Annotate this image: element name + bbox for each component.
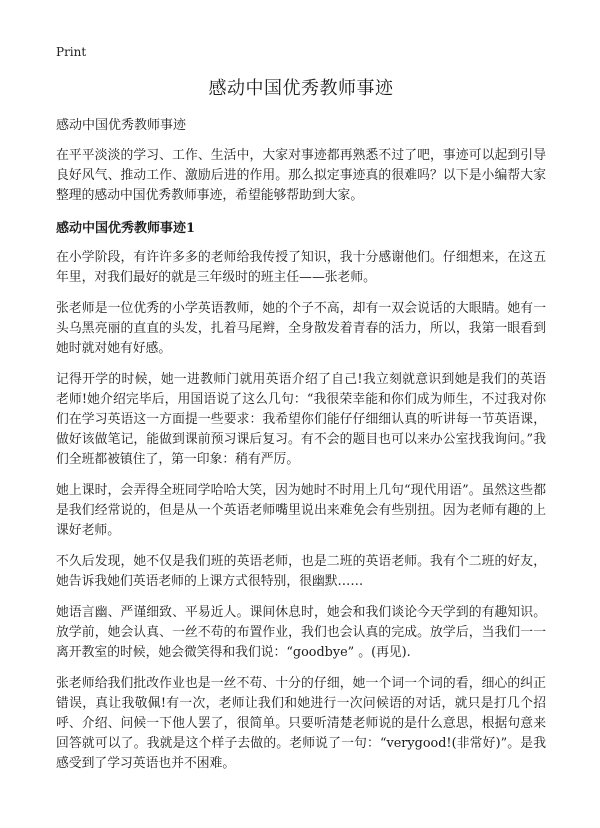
section-heading: 感动中国优秀教师事迹1 xyxy=(56,221,196,236)
paragraph: 她语言幽、严谨细致、平易近人。课间休息时，她会和我们谈论今天学到的有趣知识。放学前，她会认真、一丝不苟的布置作业，我们也会认真的完成。放学后，当我们一一离开教室的时候，她会微笑得和我们说：“goodbye” 。(再见). xyxy=(56,605,546,660)
paragraph: 她上课时，会弄得全班同学哈哈大笑，因为她时不时用上几句“现代用语”。虽然这些都是我们经常说的，但是从一个英语老师嘴里说出来难免会有些别扭。因为老师有趣的上课好老师。 xyxy=(56,483,546,538)
print-link[interactable]: Print xyxy=(56,45,87,59)
paragraph: 张老师是一位优秀的小学英语教师，她的个子不高，却有一双会说话的大眼睛。她有一头乌黑亮丽的直直的头发，扎着马尾辫，全身散发着青春的活力，所以，我第一眼看到她时就对她有好感。 xyxy=(56,301,546,356)
paragraph: 记得开学的时候，她一进教师门就用英语介绍了自己!我立刻就意识到她是我们的英语老师!她介绍完毕后，用国语说了这么几句：“我很荣幸能和你们成为师生，不过我对你们在学习英语这一方面提一些要求：我希望你们能仔仔细细认真的听讲每一节英语课，做好该做笔记，能做到课前预习课后复习。有不会的题目也可以来办公室找我询问。”我们全班都被镇住了，第一印象：稍有严厉。 xyxy=(56,372,546,467)
intro-paragraph: 在平平淡淡的学习、工作、生活中，大家对事迹都再熟悉不过了吧，事迹可以起到引导良好风气、推动工作、激励后进的作用。那么拟定事迹真的很难吗？以下是小编帮大家整理的感动中国优秀教师事迹，希望能够帮助到大家。 xyxy=(56,148,546,203)
paragraph: 在小学阶段，有许许多多的老师给我传授了知识，我十分感谢他们。仔细想来，在这五年里，对我们最好的就是三年级时的班主任——张老师。 xyxy=(56,250,546,285)
article-subtitle: 感动中国优秀教师事迹 xyxy=(56,118,187,133)
page-title: 感动中国优秀教师事迹 xyxy=(208,78,394,99)
article xyxy=(56,74,546,785)
paragraph: 张老师给我们批改作业也是一丝不苟、十分的仔细，她一个词一个词的看，细心的纠正错误，真让我敬佩!有一次，老师让我们和她进行一次问候语的对话，就只是打几个招呼、介绍、问候一下他人罢了，很简单。只要听清楚老师说的是什么意思，根据句意来回答就可以了。我就是这个样子去做的。老师说了一句：“verygood!(非常好)”。是我感受到了学习英语也并不困难。 xyxy=(56,676,546,771)
paragraph: 不久后发现，她不仅是我们班的英语老师，也是二班的英语老师。我有个二班的好友，她告诉我她们英语老师的上课方式很特别，很幽默…… xyxy=(56,554,546,589)
